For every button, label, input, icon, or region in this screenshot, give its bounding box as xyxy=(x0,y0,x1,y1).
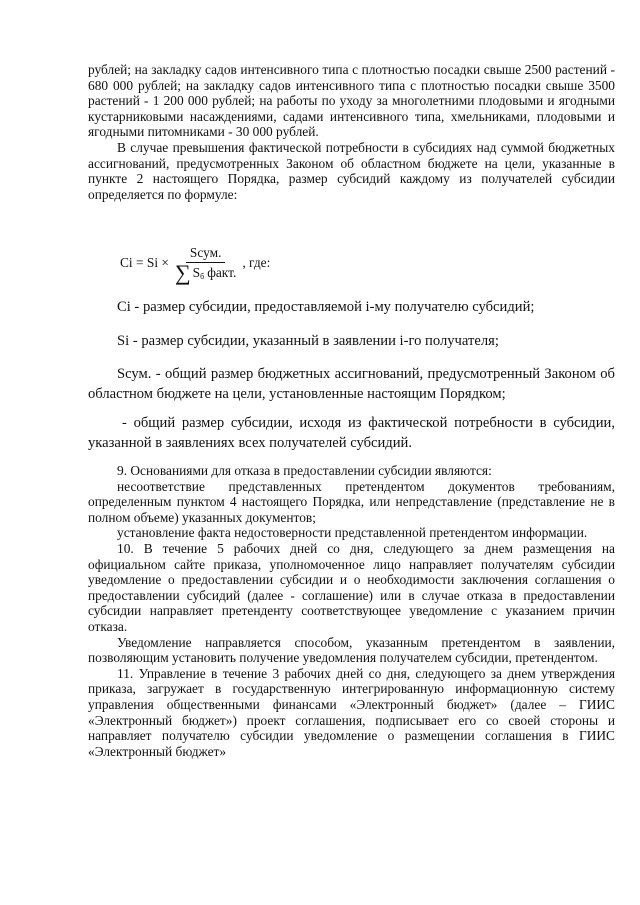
section11-p1: 11. Управление в течение 3 рабочих дней со дня, следующего за днем утверждения приказа, загружает в государственную интегрированную информационную систему управления общественными финансами «Электронный бюджет» (далее – ГИИС «Электронный бюджет») проект соглашения, подписывает его со своей стороны и направляет получателю субсидии уведомление о размещении соглашения в ГИИС «Электронный бюджет» xyxy=(88,665,615,759)
formula-fraction xyxy=(171,244,240,285)
formula-numerator: Sсум. xyxy=(186,245,226,263)
section9-heading: 9. Основаниями для отказа в предоставлении субсидии являются: xyxy=(117,463,492,478)
formula-suffix: , где: xyxy=(242,255,271,271)
den-subscript: б xyxy=(200,271,205,281)
section9-item2: установление факта недостоверности представленной претендентом информации. xyxy=(117,525,588,541)
definition-si: Si - размер субсидии, указанный в заявлении i-го получателя; xyxy=(117,333,499,349)
section9-item1: несоответствие представленных претендентом документов требованиям, определенным пунктом 4 настоящего Порядка, или непредставление (представление не в полном объеме) указанных документов; xyxy=(88,478,615,525)
subsidy-formula xyxy=(120,241,270,285)
formula-denominator xyxy=(171,259,240,285)
top-section xyxy=(88,62,615,202)
excess-paragraph: В случае превышения фактической потребности в субсидиях над суммой бюджетных ассигнований, предусмотренных Законом об областном бюджете на цели, указанные в пункте 2 настоящего Порядка, размер субсидий каждому из получателей субсидии определяется по формуле: xyxy=(88,139,615,202)
lower-section xyxy=(88,463,615,759)
definition-ci: Ci - размер субсидии, предоставляемой i-му получателю субсидий; xyxy=(117,299,535,315)
den-text: факт. xyxy=(207,264,237,280)
den-symbol: S xyxy=(192,264,201,280)
definition-ssum: Sсум. - общий размер бюджетных ассигнований, предусмотренный Законом об областном бюджете на цели, установленные настоящим Порядком; xyxy=(88,366,615,402)
section10-p1: 10. В течение 5 рабочих дней со дня, следующего за днем размещения на официальном сайте приказа, уполномоченное лицо направляет получателям субсидии уведомление о предоставлении субсидии и о необходимости заключения соглашения о предоставлении субсидий (далее - соглашение) или в случае отказа в предоставлении субсидии направляет претенденту соответствующее уведомление с указанием причин отказа. xyxy=(88,540,615,634)
sigma-symbol: ∑ xyxy=(174,259,191,285)
definition-sfact: - общий размер субсидии, исходя из фактической потребности в субсидии, указанной в заявлениях всех получателей субсидий. xyxy=(88,415,615,451)
section10-p2: Уведомление направляется способом, указанным претендентом в заявлении, позволяющим установить получение уведомления получателем субсидии, претендентом. xyxy=(88,634,615,666)
continuation-paragraph: рублей; на закладку садов интенсивного типа с плотностью посадки свыше 2500 растений - 680 000 рублей; на закладку садов интенсивного типа с плотностью посадки свыше 3500 растений - 1 200 000 рублей; на работы по уходу за многолетними плодовыми и ягодными кустарниковыми насаждениями, садами интенсивного типа, хмельниками, плодовыми и ягодными питомниками - 30 000 рублей. xyxy=(88,62,615,140)
formula-lhs: Ci = Si × xyxy=(120,255,169,271)
